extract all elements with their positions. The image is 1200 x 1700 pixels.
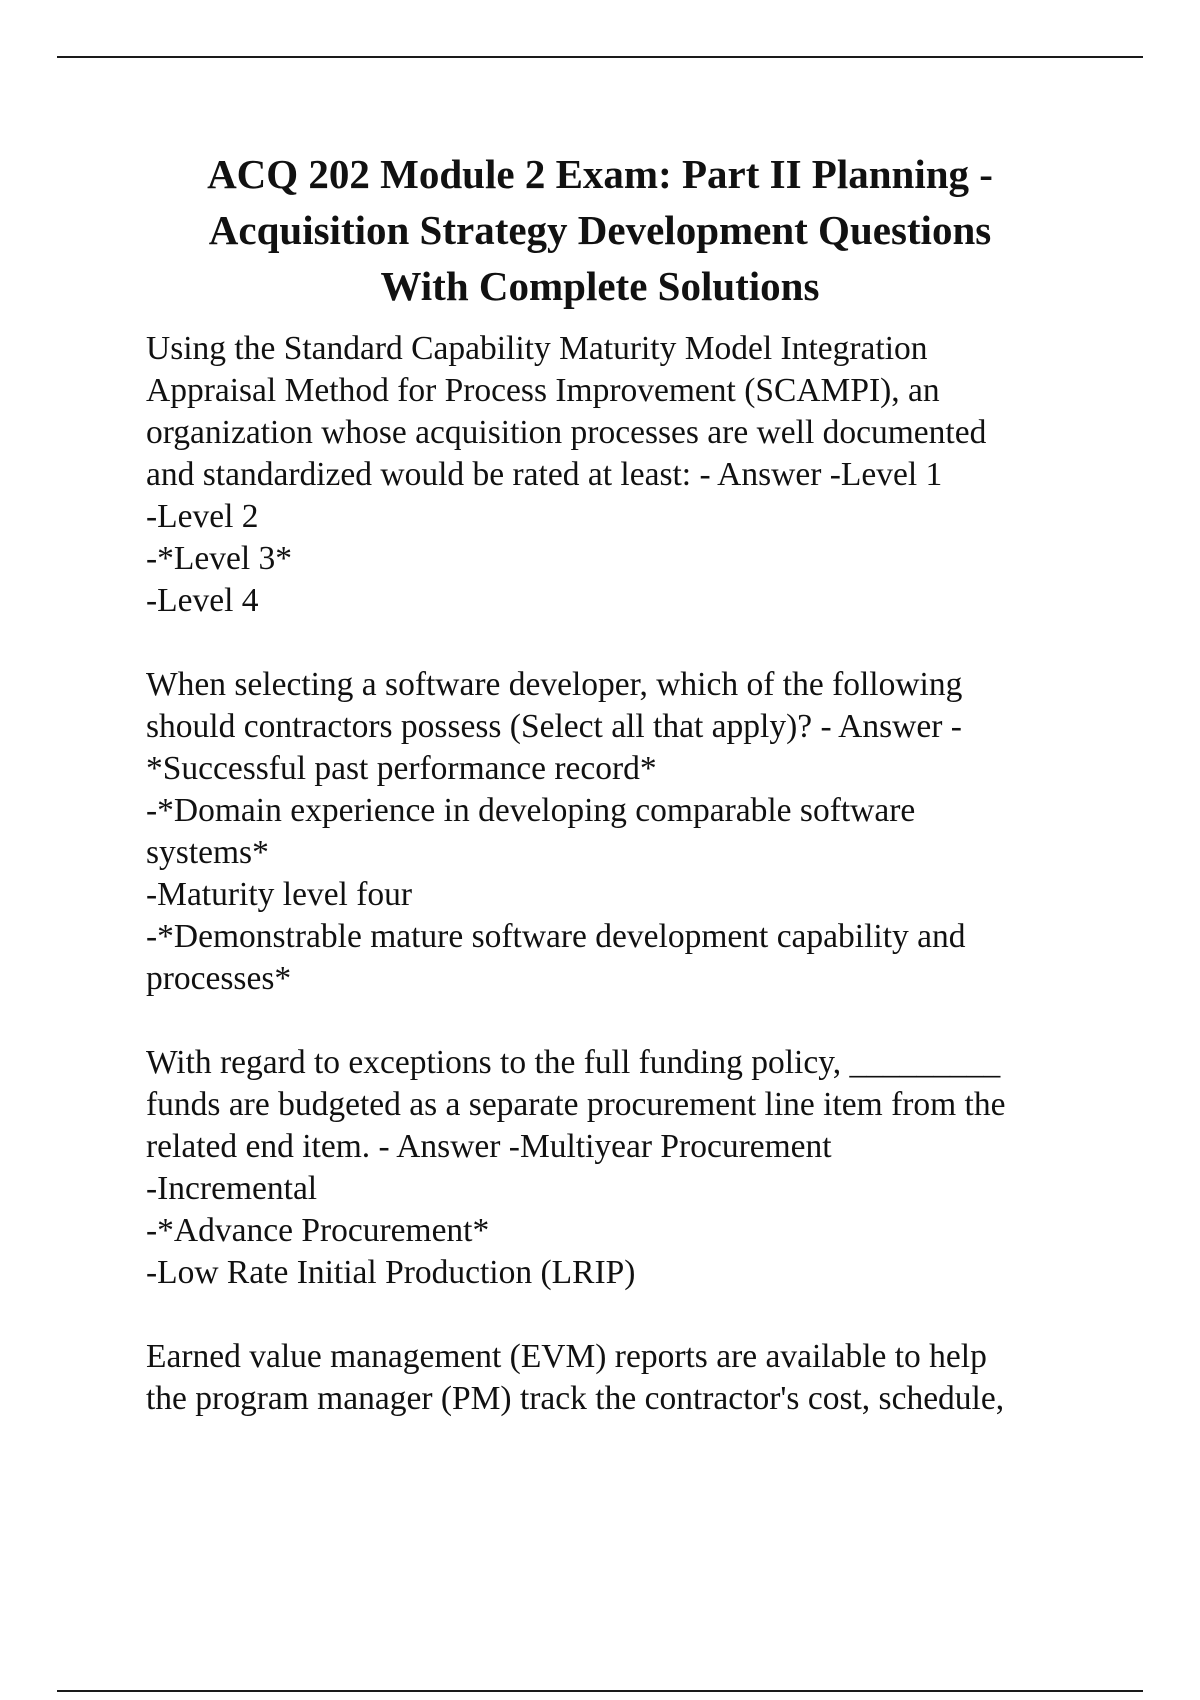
answer-option-correct: processes* [146, 960, 292, 997]
title-line: Acquisition Strategy Development Questions [208, 207, 992, 253]
answer-option: -Low Rate Initial Production (LRIP) [146, 1254, 636, 1291]
text-line: organization whose acquisition processes are well documented [146, 414, 987, 451]
footer-rule [57, 1690, 1143, 1692]
header-rule [57, 56, 1143, 58]
text-line: Appraisal Method for Process Improvement (SCAMPI), an [146, 372, 940, 409]
question-block [146, 328, 1146, 622]
answer-option-correct: systems* [146, 834, 269, 871]
paragraph-gap [146, 1000, 1146, 1042]
answer-option-correct: -*Domain experience in developing comparable software [146, 792, 916, 829]
title-line: With Complete Solutions [380, 263, 820, 309]
document-title [100, 146, 1100, 314]
text-line: Earned value management (EVM) reports are available to help [146, 1338, 987, 1375]
question-block [146, 664, 1146, 1000]
answer-option-correct: *Successful past performance record* [146, 750, 657, 787]
paragraph-gap [146, 1294, 1146, 1336]
answer-option-correct: -*Demonstrable mature software development capability and [146, 918, 966, 955]
question-block [146, 1042, 1146, 1294]
text-line: Using the Standard Capability Maturity Model Integration [146, 330, 928, 367]
answer-option-correct: -*Advance Procurement* [146, 1212, 490, 1249]
text-line: When selecting a software developer, which of the following [146, 666, 963, 703]
text-line: and standardized would be rated at least: - Answer -Level 1 [146, 456, 943, 493]
paragraph-gap [146, 622, 1146, 664]
text-line: related end item. - Answer -Multiyear Procurement [146, 1128, 832, 1165]
text-line: the program manager (PM) track the contractor's cost, schedule, [146, 1380, 1005, 1417]
title-line: ACQ 202 Module 2 Exam: Part II Planning - [207, 151, 993, 197]
text-line: should contractors possess (Select all that apply)? - Answer - [146, 708, 962, 745]
answer-option: -Incremental [146, 1170, 318, 1207]
document-body [146, 328, 1146, 1420]
answer-option: -Maturity level four [146, 876, 413, 913]
answer-option: -Level 2 [146, 498, 259, 535]
answer-option: -Level 4 [146, 582, 259, 619]
question-block [146, 1336, 1146, 1420]
answer-option-correct: -*Level 3* [146, 540, 293, 577]
text-line: With regard to exceptions to the full funding policy, _________ [146, 1044, 1001, 1081]
text-line: funds are budgeted as a separate procurement line item from the [146, 1086, 1006, 1123]
